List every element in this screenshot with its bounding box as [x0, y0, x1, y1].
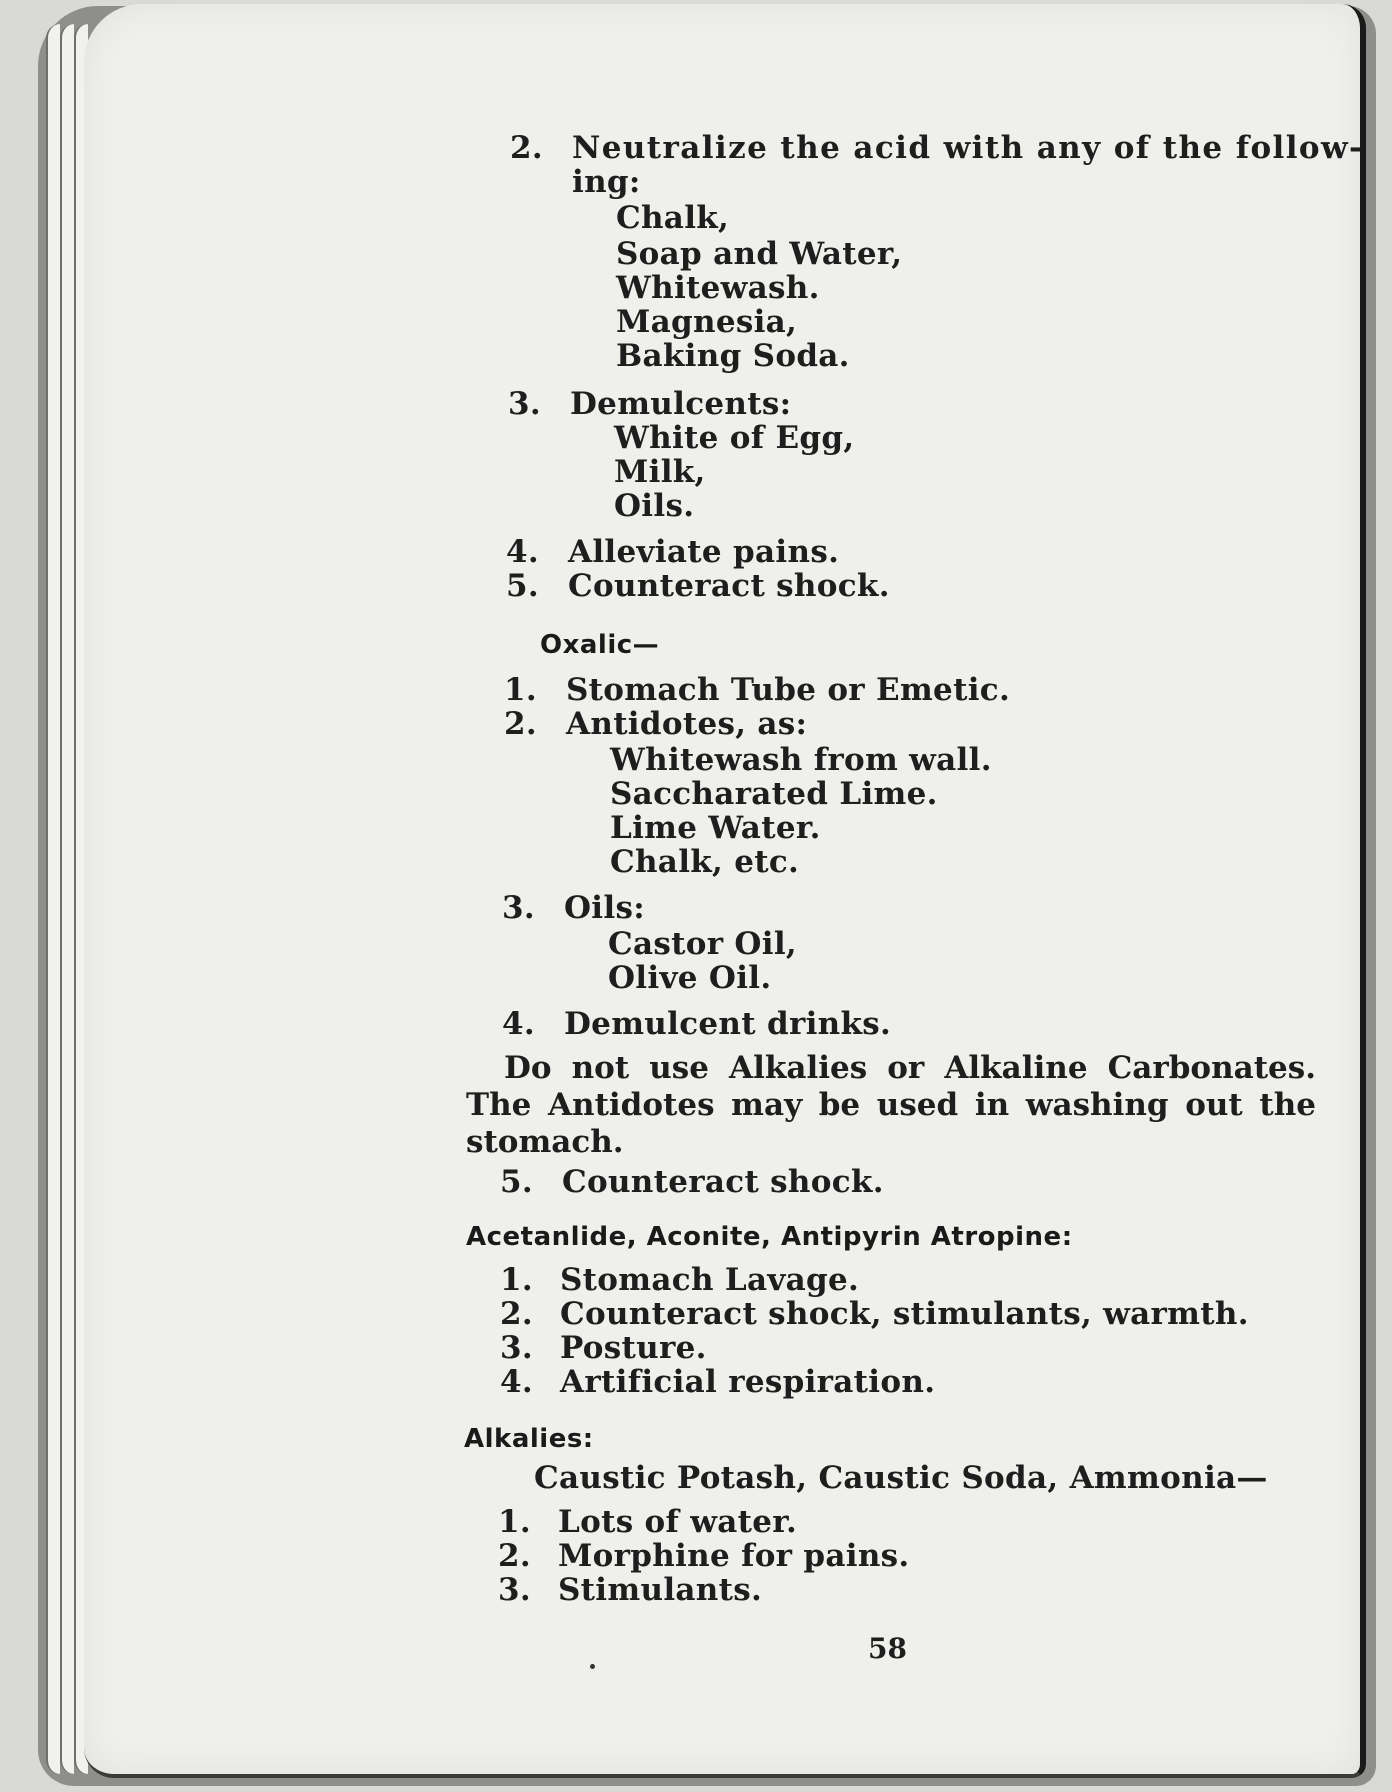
list-item: Stimulants. [558, 1572, 763, 1608]
list-subitem: White of Egg, [614, 420, 855, 456]
section-heading-oxalic: Oxalic— [540, 630, 660, 660]
speck [590, 1664, 595, 1669]
list-number: 2. [510, 130, 543, 166]
list-subitem: Baking Soda. [616, 338, 850, 374]
list-number: 3. [500, 1330, 533, 1366]
list-subitem: Olive Oil. [608, 960, 772, 996]
list-item: Stomach Tube or Emetic. [566, 672, 1011, 708]
section-heading-acetanlide: Acetanlide, Aconite, Antipyrin Atropine: [466, 1222, 1073, 1252]
list-item: Morphine for pains. [558, 1538, 910, 1574]
list-subitem: Whitewash. [616, 270, 820, 306]
list-number: 2. [498, 1538, 531, 1574]
list-number: 1. [500, 1262, 533, 1298]
list-subitem: Chalk, [616, 200, 730, 236]
list-item: Neutralize the acid with any of the follow- [572, 130, 1364, 166]
list-number: 3. [502, 890, 535, 926]
list-number: 3. [508, 386, 541, 422]
list-subitem: Soap and Water, [616, 236, 903, 272]
list-item: Demulcents: [570, 386, 792, 422]
alkalies-intro: Caustic Potash, Caustic Soda, Ammonia— [534, 1460, 1268, 1496]
list-subitem: Milk, [614, 454, 706, 490]
warning-paragraph: Do not use Alkalies or Alkaline Carbonates. The Antidotes may be used in washing out the stomach. [466, 1050, 1316, 1160]
list-number: 4. [500, 1364, 533, 1400]
list-subitem: Magnesia, [616, 304, 798, 340]
list-number: 2. [500, 1296, 533, 1332]
list-number: 4. [506, 534, 539, 570]
list-item: Counteract shock. [562, 1164, 884, 1200]
list-item: Artificial respiration. [560, 1364, 936, 1400]
page-number: 58 [868, 1632, 907, 1665]
list-subitem: Castor Oil, [608, 926, 797, 962]
list-number: 4. [502, 1006, 535, 1042]
list-item: Lots of water. [558, 1504, 798, 1540]
list-item: Stomach Lavage. [560, 1262, 860, 1298]
list-item: Counteract shock, stimulants, warmth. [560, 1296, 1249, 1332]
list-item: Counteract shock. [568, 568, 890, 604]
list-item: Posture. [560, 1330, 707, 1366]
list-item: Alleviate pains. [568, 534, 840, 570]
list-number: 1. [498, 1504, 531, 1540]
list-item-continuation: ing: [572, 164, 641, 200]
list-number: 5. [506, 568, 539, 604]
list-number: 1. [504, 672, 537, 708]
list-item: Demulcent drinks. [564, 1006, 892, 1042]
list-number: 2. [504, 706, 537, 742]
list-subitem: Oils. [614, 488, 695, 524]
section-heading-alkalies: Alkalies: [464, 1424, 594, 1454]
list-number: 5. [500, 1164, 533, 1200]
list-subitem: Saccharated Lime. [610, 776, 938, 812]
list-item: Antidotes, as: [566, 706, 808, 742]
list-subitem: Lime Water. [610, 810, 821, 846]
list-item: Oils: [564, 890, 645, 926]
list-subitem: Chalk, etc. [610, 844, 800, 880]
list-number: 3. [498, 1572, 531, 1608]
list-subitem: Whitewash from wall. [610, 742, 992, 778]
